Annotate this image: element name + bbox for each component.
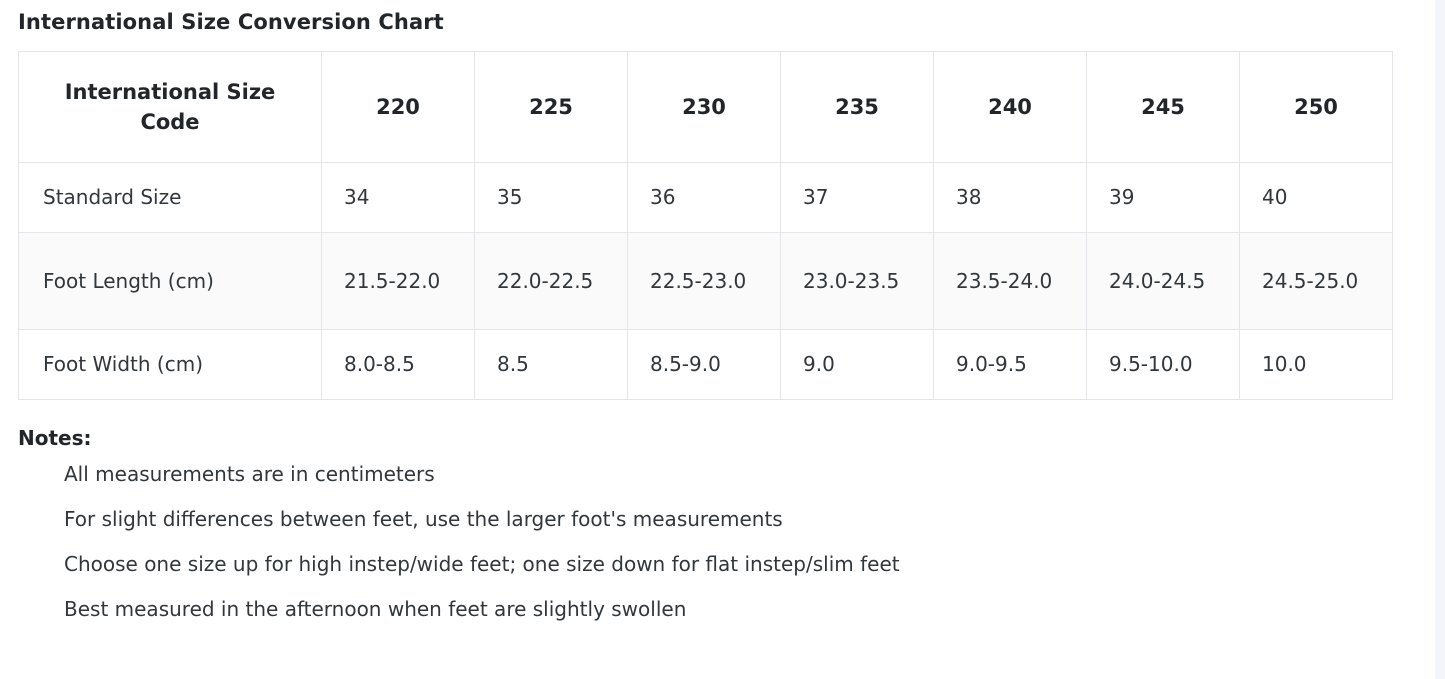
header-code-cell: 245	[1087, 52, 1240, 163]
table-row	[19, 163, 1393, 233]
notes-heading: Notes:	[18, 426, 92, 451]
row-label: Foot Width (cm)	[19, 330, 322, 400]
row-label: Standard Size	[19, 163, 322, 233]
row-value: 23.0-23.5	[781, 233, 934, 330]
header-code-cell: 250	[1240, 52, 1393, 163]
header-code-cell: 240	[934, 52, 1087, 163]
row-value: 39	[1087, 163, 1240, 233]
notes-list	[18, 462, 1445, 622]
page-title: International Size Conversion Chart	[18, 10, 444, 34]
size-conversion-table	[18, 51, 1393, 400]
row-value: 9.0	[781, 330, 934, 400]
row-value: 35	[475, 163, 628, 233]
row-value: 9.0-9.5	[934, 330, 1087, 400]
row-value: 22.0-22.5	[475, 233, 628, 330]
header-code-cell: 225	[475, 52, 628, 163]
row-value: 8.5-9.0	[628, 330, 781, 400]
row-value: 40	[1240, 163, 1393, 233]
row-value: 36	[628, 163, 781, 233]
right-edge-strip	[1435, 0, 1445, 679]
row-value: 21.5-22.0	[322, 233, 475, 330]
table-row	[19, 330, 1393, 400]
row-value: 8.5	[475, 330, 628, 400]
row-value: 22.5-23.0	[628, 233, 781, 330]
header-label-cell: International Size Code	[19, 52, 322, 163]
list-item: For slight differences between feet, use the larger foot's measurements	[64, 507, 783, 532]
row-label: Foot Length (cm)	[19, 233, 322, 330]
list-item: Choose one size up for high instep/wide feet; one size down for flat instep/slim feet	[64, 552, 900, 577]
header-code-cell: 235	[781, 52, 934, 163]
table-row	[19, 233, 1393, 330]
header-code-cell: 220	[322, 52, 475, 163]
row-value: 9.5-10.0	[1087, 330, 1240, 400]
row-value: 24.5-25.0	[1240, 233, 1393, 330]
row-value: 8.0-8.5	[322, 330, 475, 400]
list-item: All measurements are in centimeters	[64, 462, 435, 487]
list-item: Best measured in the afternoon when feet are slightly swollen	[64, 597, 687, 622]
row-value: 37	[781, 163, 934, 233]
row-value: 38	[934, 163, 1087, 233]
row-value: 34	[322, 163, 475, 233]
row-value: 23.5-24.0	[934, 233, 1087, 330]
row-value: 10.0	[1240, 330, 1393, 400]
table-header-row	[19, 52, 1393, 163]
row-value: 24.0-24.5	[1087, 233, 1240, 330]
header-code-cell: 230	[628, 52, 781, 163]
